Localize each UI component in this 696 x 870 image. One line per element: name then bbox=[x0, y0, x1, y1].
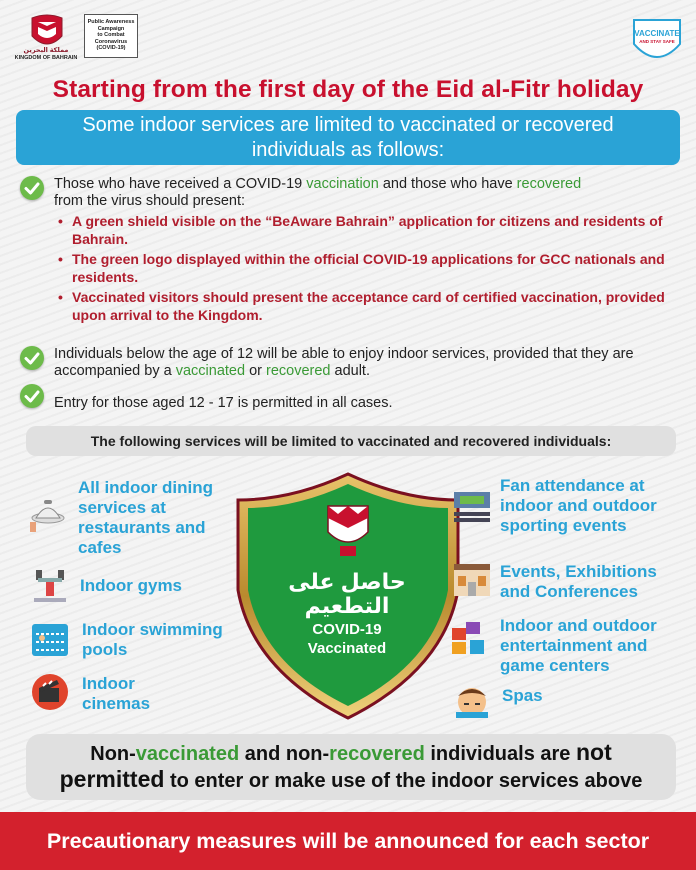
stadium-icon bbox=[452, 488, 492, 528]
dining-icon bbox=[26, 494, 66, 534]
spa-icon bbox=[452, 680, 492, 720]
service-sports: Fan attendance at indoor and outdoor sporting events bbox=[500, 476, 657, 535]
shield-arabic-text: حاصل على التطعيم bbox=[288, 569, 406, 618]
services-header: The following services will be limited to vaccinated and recovered individuals: bbox=[26, 426, 676, 456]
service-spa: Spas bbox=[502, 686, 543, 705]
gym-icon bbox=[30, 566, 70, 606]
list-item: • Vaccinated visitors should present the acceptance card of certified vaccination, provided upon arrival to the Kingdom. bbox=[58, 288, 674, 324]
service-cinema: Indoor cinemas bbox=[82, 674, 151, 713]
campaign-logo: Public Awareness Campaign to Combat Coronavirus (COVID-19) bbox=[84, 14, 138, 58]
blocks-icon bbox=[450, 620, 490, 660]
eligibility-text: Those who have received a COVID-19 vaccination and those who have recovered from the virus should present: bbox=[54, 176, 582, 209]
page-title: Starting from the first day of the Eid al-Fitr holiday bbox=[52, 76, 644, 103]
intro-banner: Some indoor services are limited to vaccinated or recovered individuals as follows: bbox=[16, 110, 680, 165]
cinema-icon bbox=[30, 672, 70, 712]
service-entertainment: Indoor and outdoor entertainment and game centers bbox=[500, 616, 657, 675]
shield-english-text: COVID-19 Vaccinated bbox=[307, 621, 387, 657]
service-pool: Indoor swimming pools bbox=[82, 620, 223, 659]
pool-icon bbox=[30, 620, 70, 660]
checkmark-icon bbox=[20, 384, 44, 408]
list-item: • A green shield visible on the “BeAware Bahrain” application for citizens and residents of Bahrain. bbox=[58, 212, 674, 248]
exhibition-icon bbox=[452, 560, 492, 600]
restriction-notice: Non-vaccinated and non-recovered individuals are not permitted to enter or make use of the indoor services above bbox=[26, 734, 676, 800]
service-gym: Indoor gyms bbox=[80, 576, 183, 595]
kingdom-logo-text: مملكة البحرين KINGDOM OF BAHRAIN bbox=[14, 47, 78, 61]
vaccinate-badge-subtitle: AND STAY SAFE bbox=[639, 39, 675, 44]
age-12-17-text: Entry for those aged 12 - 17 is permitted in all cases. bbox=[54, 395, 393, 411]
under-12-text: Individuals below the age of 12 will be able to enjoy indoor services, provided that they are accompanied by a vaccinated or recovered adult. bbox=[54, 346, 634, 379]
checkmark-icon bbox=[20, 176, 44, 200]
proof-list bbox=[58, 212, 674, 326]
list-item: • The green logo displayed within the official COVID-19 applications for GCC nationals and residents. bbox=[58, 250, 674, 286]
service-events: Events, Exhibitions and Conferences bbox=[500, 562, 657, 601]
footer-banner: Precautionary measures will be announced for each sector bbox=[0, 812, 696, 870]
service-dining: All indoor dining services at restaurants and cafes bbox=[78, 478, 214, 557]
checkmark-icon bbox=[20, 346, 44, 370]
vaccinate-badge-title: VACCINATE bbox=[634, 29, 680, 38]
